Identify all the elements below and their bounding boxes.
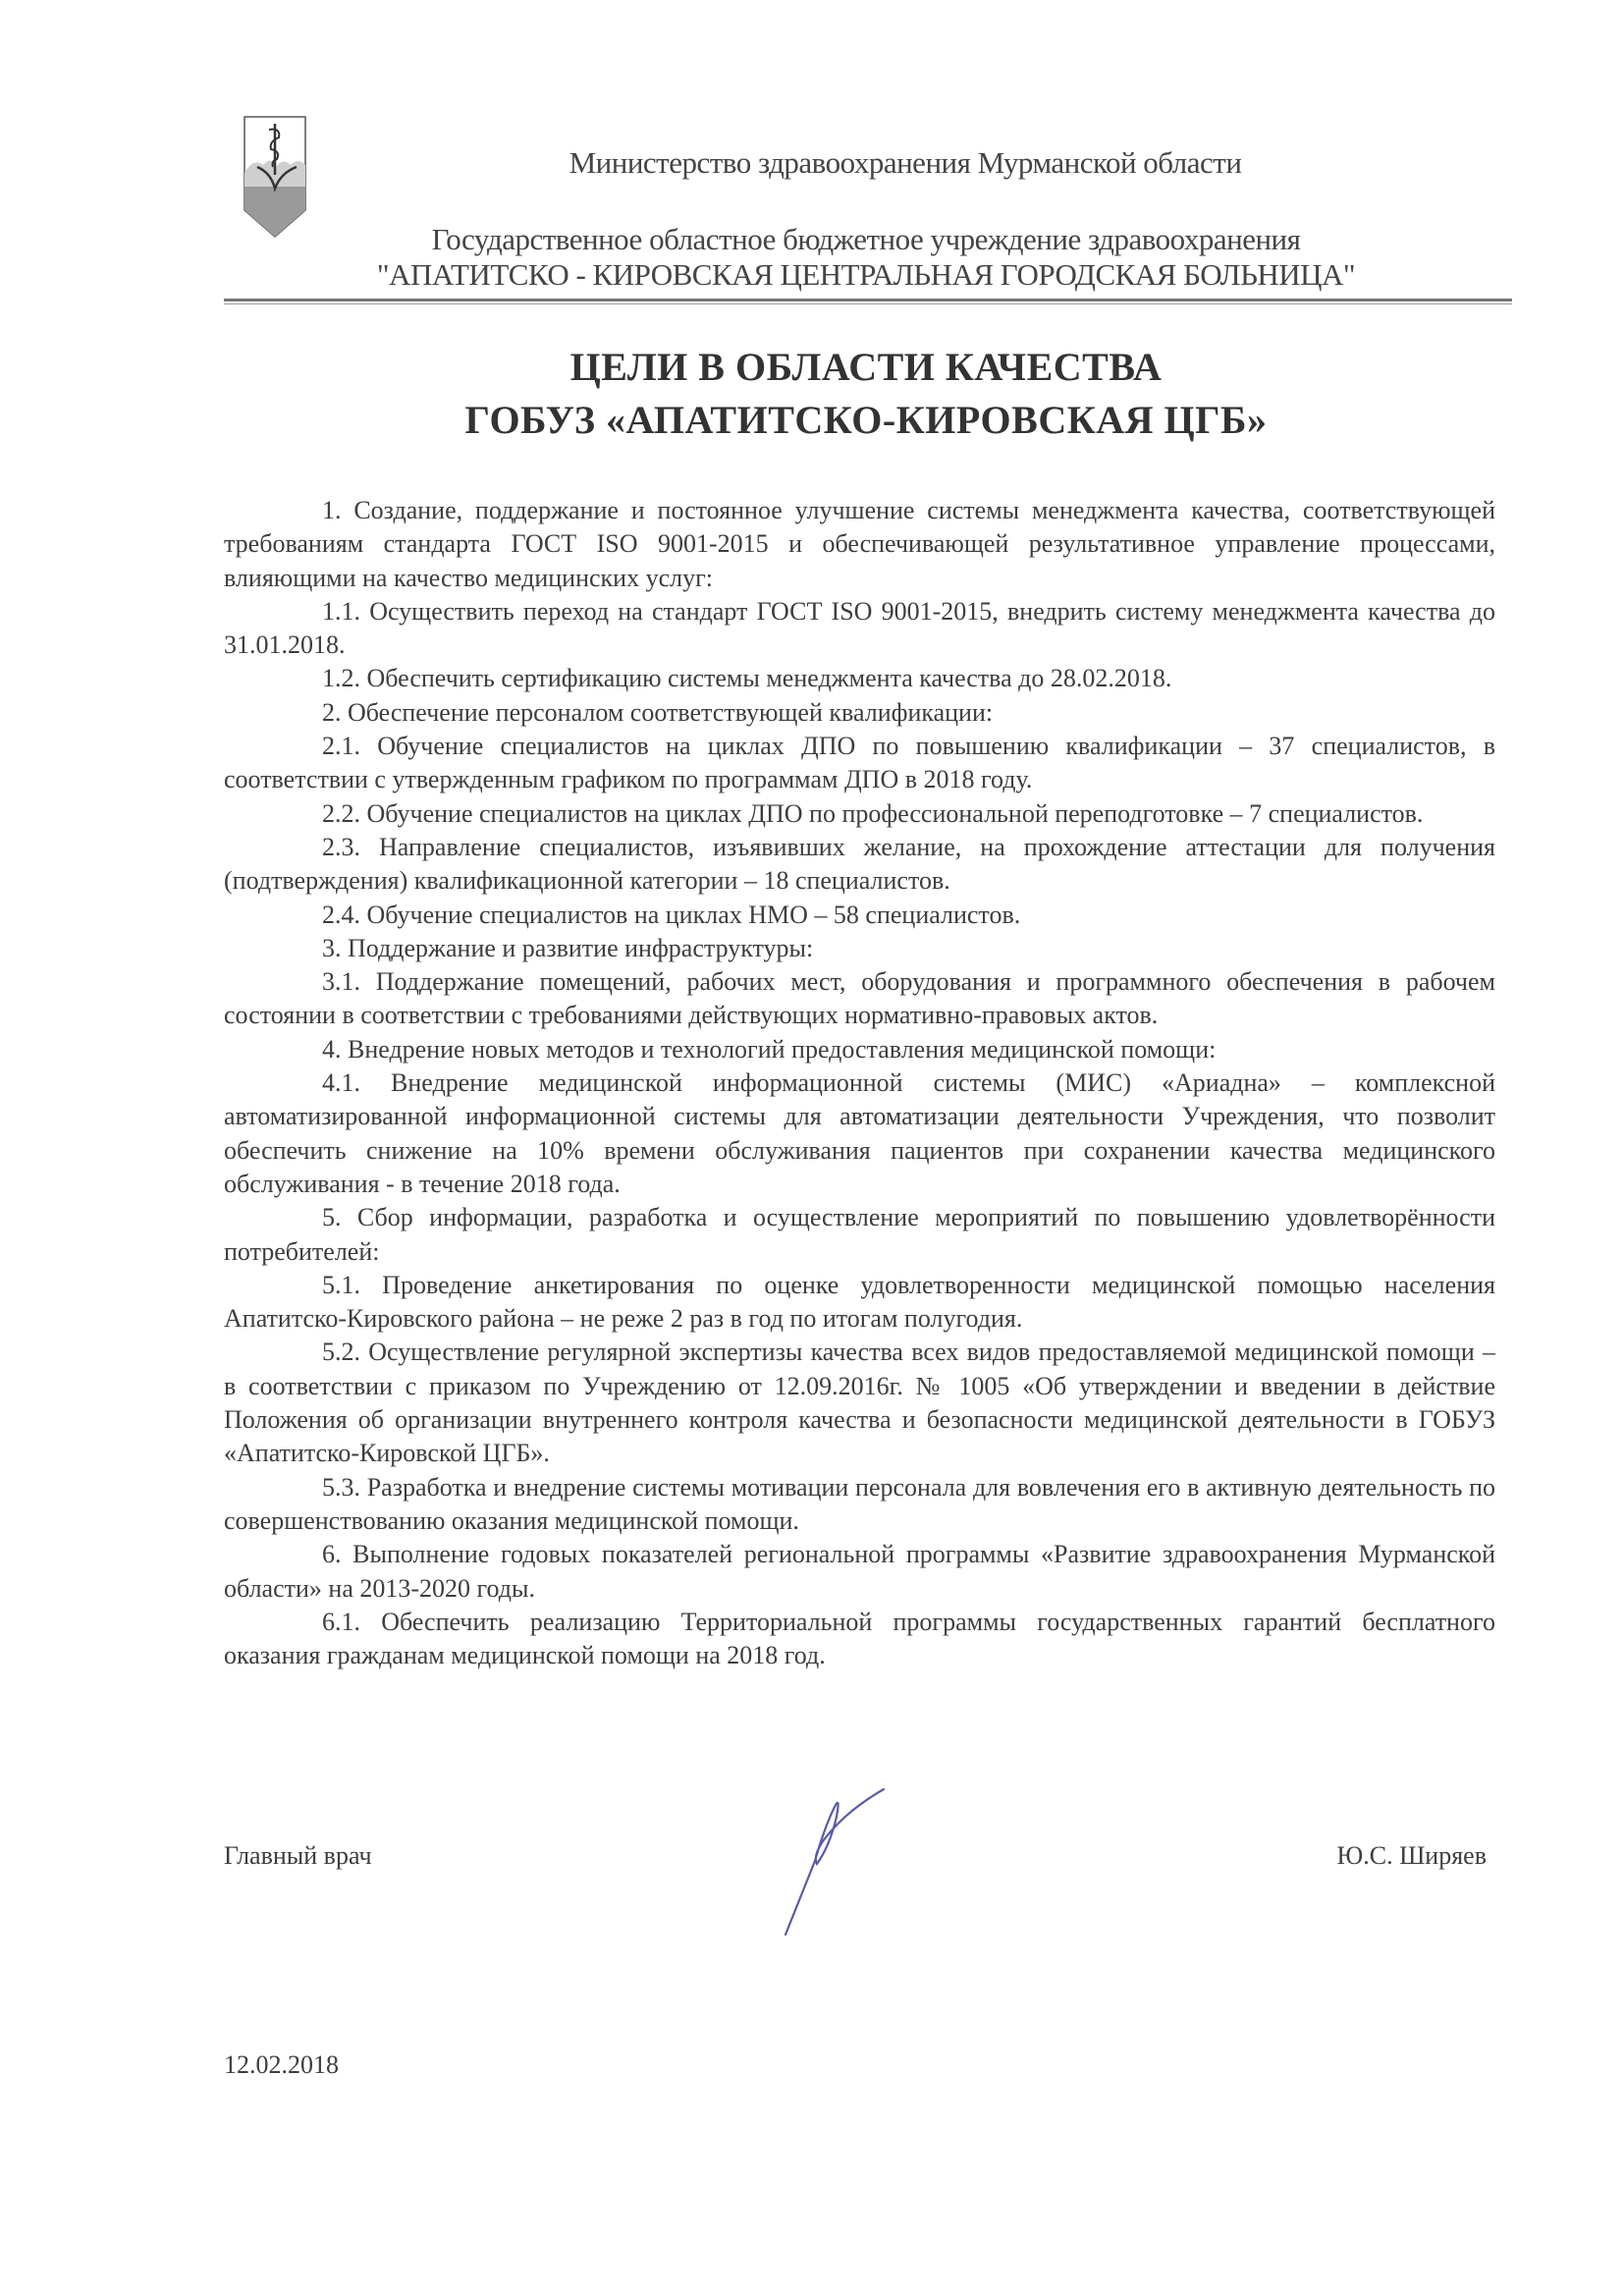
document-subtitle: ГОБУЗ «АПАТИТСКО-КИРОВСКАЯ ЦГБ» — [464, 398, 1268, 442]
paragraph: 1.2. Обеспечить сертификацию системы менеджмента качества до 28.02.2018. — [322, 664, 1172, 693]
paragraph: 5.2. Осуществление регулярной экспертизы качества всех видов предоставляемой медицинской помощи – в соответствии с приказом по Учреждению от 12.09.2016г. № 1005 «Об утверждении и введении в действие Положения об организации внутреннего контроля качества и безопасности медицинской деятельности в ГОБУЗ «Апатитско-Кировской ЦГБ». — [224, 1338, 1495, 1468]
document-body — [224, 494, 1495, 1672]
header-divider-thin — [224, 303, 1512, 304]
paragraph: 4.1. Внедрение медицинской информационной системы (МИС) «Ариадна» – комплексной автоматизированной информационной системы для автоматизации деятельности Учреждения, что позволит обеспечить снижение на 10% времени обслуживания пациентов при сохранении качества медицинского обслуживания - в течение 2018 года. — [224, 1068, 1495, 1198]
paragraph: 2.4. Обучение специалистов на циклах НМО – 58 специалистов. — [322, 900, 1021, 929]
signatory-name: Ю.С. Ширяев — [1336, 1841, 1487, 1870]
paragraph: 3. Поддержание и развитие инфраструктуры: — [322, 933, 814, 962]
paragraph: 6. Выполнение годовых показателей региональной программы «Развитие здравоохранения Мурманской области» на 2013-2020 годы. — [224, 1540, 1495, 1603]
paragraph: 2.2. Обучение специалистов на циклах ДПО по профессиональной переподготовке – 7 специалистов. — [322, 798, 1424, 828]
paragraph: 1.1. Осуществить переход на стандарт ГОСТ ISO 9001-2015, внедрить систему менеджмента качества до 31.01.2018. — [224, 596, 1495, 660]
institution-type: Государственное областное бюджетное учреждение здравоохранения — [431, 222, 1301, 256]
paragraph: 5.3. Разработка и внедрение системы мотивации персонала для вовлечения его в активную деятельность по совершенствованию оказания медицинской помощи. — [224, 1472, 1495, 1535]
paragraph: 3.1. Поддержание помещений, рабочих мест, оборудования и программного обеспечения в рабочем состоянии в соответствии с требованиями действующих нормативно-правовых актов. — [224, 967, 1495, 1030]
paragraph: 5.1. Проведение анкетирования по оценке удовлетворенности медицинской помощью населения Апатитско-Кировского района – не реже 2 раз в год по итогам полугодия. — [224, 1270, 1495, 1334]
paragraph: 5. Сбор информации, разработка и осуществление мероприятий по повышению удовлетворённости потребителей: — [224, 1203, 1495, 1266]
signatory-role: Главный врач — [224, 1841, 372, 1870]
document-date: 12.02.2018 — [224, 2050, 339, 2079]
paragraph: 4. Внедрение новых методов и технологий предоставления медицинской помощи: — [322, 1034, 1217, 1064]
paragraph: 1. Создание, поддержание и постоянное улучшение системы менеджмента качества, соответствующей требованиям стандарта ГОСТ ISO 9001-2015 и обеспечивающей результативное управление процессами, влияющими на качество медицинских услуг: — [224, 496, 1495, 592]
handwritten-signature-icon — [776, 1787, 913, 1944]
paragraph: 2. Обеспечение персоналом соответствующей квалификации: — [322, 697, 994, 727]
paragraph: 2.1. Обучение специалистов на циклах ДПО по повышению квалификации – 37 специалистов, в соответствии с утвержденным графиком по программам ДПО в 2018 году. — [224, 732, 1495, 794]
document-title: ЦЕЛИ В ОБЛАСТИ КАЧЕСТВА — [569, 345, 1163, 389]
institution-name: "АПАТИТСКО - КИРОВСКАЯ ЦЕНТРАЛЬНАЯ ГОРОДСКАЯ БОЛЬНИЦА" — [376, 257, 1356, 292]
paragraph: 2.3. Направление специалистов, изъявивших желание, на прохождение аттестации для получения (подтверждения) квалификационной категории – 18 специалистов. — [224, 832, 1495, 896]
paragraph: 6.1. Обеспечить реализацию Территориальной программы государственных гарантий бесплатного оказания гражданам медицинской помощи на 2018 год. — [224, 1607, 1495, 1670]
ministry-name: Министерство здравоохранения Мурманской области — [568, 145, 1242, 180]
header-divider — [224, 299, 1512, 301]
